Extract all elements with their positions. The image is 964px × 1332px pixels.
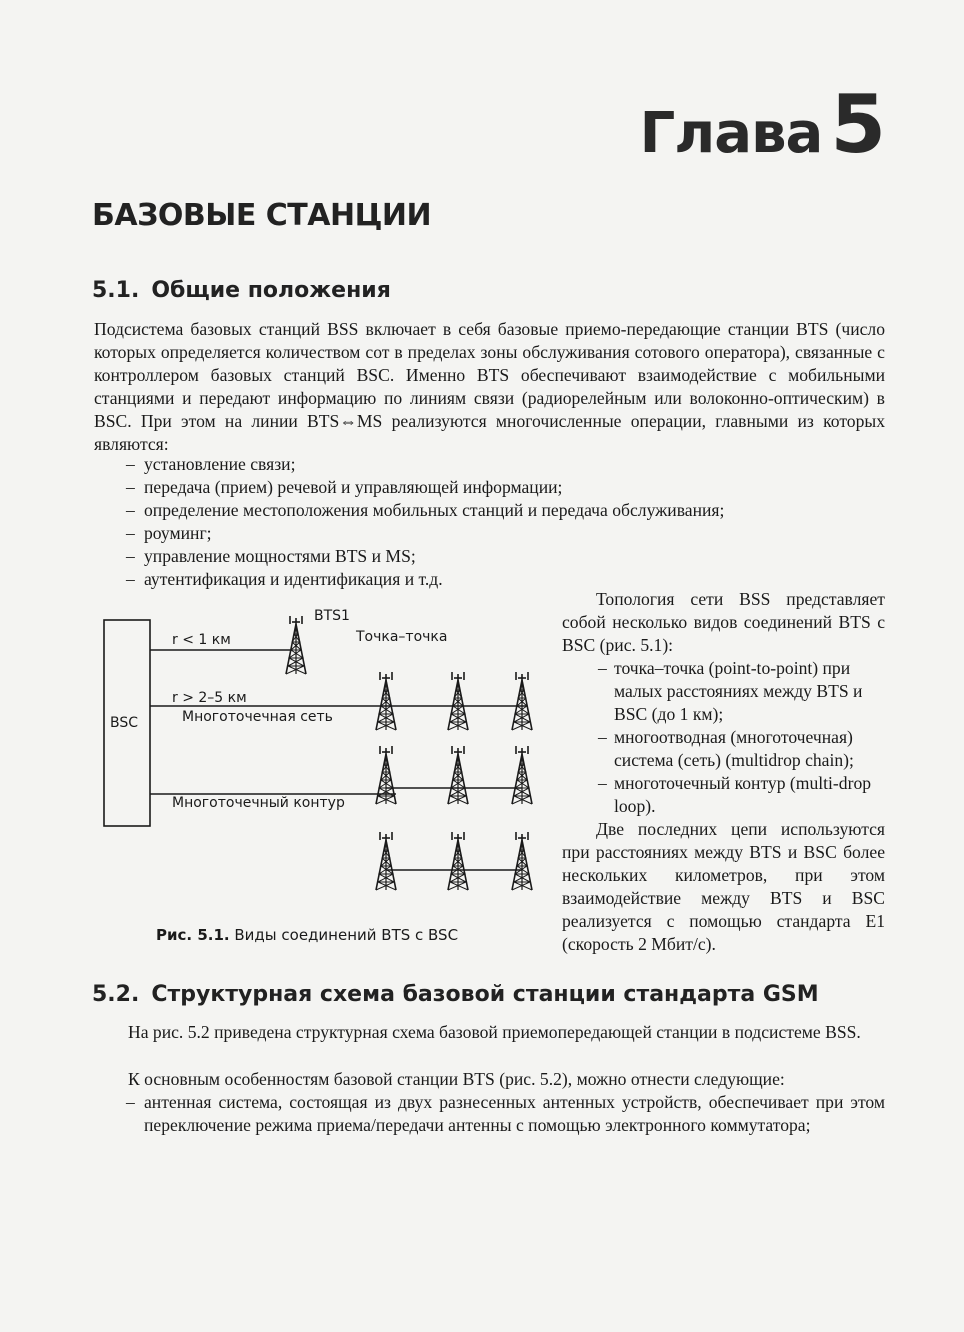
chapter-title: БАЗОВЫЕ СТАНЦИИ (92, 198, 432, 233)
topology-column (562, 588, 885, 956)
operations-list (126, 453, 866, 591)
figure-bts-bsc-connections (96, 596, 546, 916)
chapter-heading (640, 78, 886, 171)
tower-icon (448, 672, 468, 730)
bsc-label: BSC (110, 715, 139, 731)
multidrop-loop-label: Многоточечный контур (172, 795, 345, 811)
tower-icon (376, 746, 396, 804)
r-long-label: r > 2–5 км (172, 690, 247, 706)
topology-list (562, 657, 885, 818)
tower-icon (376, 672, 396, 730)
operation-item: – определение местоположения мобильных станций и передача обслуживания; (126, 499, 866, 522)
multidrop-net-label: Многоточечная сеть (182, 709, 333, 725)
section2-paragraph-2: К основным особенностям базовой станции BTS (рис. 5.2), можно отнести следующие: (128, 1069, 785, 1089)
r-short-label: r < 1 км (172, 632, 231, 648)
bts1-tower-icon (286, 616, 306, 674)
chapter-number: 5 (830, 78, 886, 171)
topology-item: – многоточечный контур (multi-drop loop). (562, 772, 885, 818)
tower-icon (448, 832, 468, 890)
operation-item: – передача (прием) речевой и управляющей информации; (126, 476, 866, 499)
caption-prefix: Рис. 5.1. (156, 926, 230, 944)
section2-list (126, 1091, 885, 1137)
section-heading-5-2 (92, 982, 819, 1007)
section-number: 5.1. (92, 278, 140, 303)
section-heading-5-1 (92, 278, 391, 303)
tower-icon (512, 672, 532, 730)
topology-intro: Топология сети BSS представляет собой несколько видов соединений BTS с BSC (рис. 5.1): (562, 589, 885, 655)
operation-item: – аутентификация и идентификация и т.д. (126, 568, 866, 591)
section-number: 5.2. (92, 982, 140, 1007)
feature-item: – антенная система, состоящая из двух разнесенных антенных устройств, обеспечивает при этом переключение режима приема/передачи антенны с помощью электронного коммутатора; (126, 1091, 885, 1137)
tower-icon (512, 832, 532, 890)
section-title: Структурная схема базовой станции стандарта GSM (151, 982, 819, 1007)
operation-item: – управление мощностями BTS и MS; (126, 545, 866, 568)
section-title: Общие положения (151, 278, 391, 303)
operation-item: – установление связи; (126, 453, 866, 476)
figure-caption (156, 926, 458, 944)
section2-paragraph-1: На рис. 5.2 приведена структурная схема базовой приемопередающей станции в подсистеме BSS. (128, 1022, 861, 1042)
topology-item: – точка–точка (point-to-point) при малых расстояниях между BTS и BSC (до 1 км); (562, 657, 885, 726)
operation-item: – роуминг; (126, 522, 866, 545)
topology-item: – многоотводная (многоточечная) система (сеть) (multidrop chain); (562, 726, 885, 772)
chapter-word: Глава (639, 101, 823, 166)
tower-icon (376, 832, 396, 890)
tower-icon (512, 746, 532, 804)
caption-text: Виды соединений BTS с BSC (234, 926, 459, 944)
topology-after: Две последних цепи используются при расстояниях между BTS и BSC более нескольких километров, при этом взаимодействие между BTS и BSC реализуется с помощью стандарта E1 (скорость 2 Мбит/с). (562, 819, 885, 954)
point-to-point-label: Точка–точка (356, 629, 448, 645)
intro-paragraph: Подсистема базовых станций BSS включает в себя базовые приемо-передающие станции BTS (число которых определяется количеством сот в пределах зоны обслуживания сотового оператора), связанные с контроллером базовых станций BSC. Именно BTS обеспечивают взаимодействие с мобильными станциями и передают информацию по линиям связи (радиорелейным или волоконно-оптическим) в BSC. При этом на линии BTS⇔MS реализуются многочисленные операции, главными из которых являются: (94, 319, 885, 454)
bts1-label: BTS1 (314, 608, 350, 624)
tower-icon (448, 746, 468, 804)
